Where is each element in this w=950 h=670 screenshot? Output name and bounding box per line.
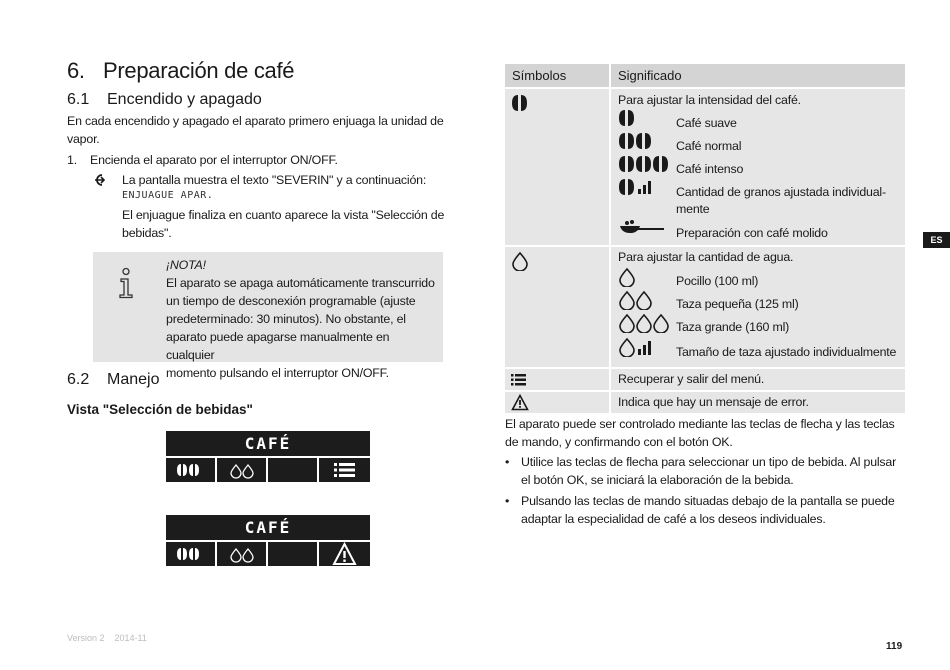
section-61-number: 6.1 [67,91,90,108]
result-arrow-icon [91,173,105,187]
lcd-button-empty [268,458,317,482]
drop-medium-icon [618,290,654,310]
item-custom: Cantidad de granos ajustada individual- [676,185,886,199]
item-mild: Café suave [676,116,737,130]
ground-coffee-icon [618,217,666,235]
info-icon [117,267,135,299]
lcd-button-intensity [166,458,215,482]
table-header-meaning [611,64,905,87]
symbols-table [505,64,905,413]
lcd-button-empty [268,542,317,566]
step-1 [67,151,447,169]
item-custom-cont: mente [676,202,710,216]
lcd-button-water [217,542,266,566]
row-error-symbol-cell [505,392,609,413]
step-text: Encienda el aparato por el interruptor ON/OFF. [90,153,338,167]
chapter-title: Preparación de café [103,58,295,83]
bullet-2 [505,492,905,528]
section-62-number: 6.2 [67,371,90,388]
right-paragraph [505,415,905,451]
chapter-heading [67,58,294,84]
row-water-symbol-cell [505,247,609,367]
menu-icon [511,373,527,387]
bullet-dot: • [505,494,510,508]
row-intensity-text: Para ajustar la intensidad del café. [618,93,801,107]
note-line: un tiempo de desconexión programable (ajuste [166,294,416,308]
bullet-2-line-2: adaptar la especialidad de café a los deseos individuales. [521,512,826,526]
row-water-text: Para ajustar la cantidad de agua. [618,250,794,264]
header-label: Símbolos [512,68,567,83]
beans-icon [166,542,215,566]
row-water-text-cell [611,247,905,367]
chapter-number: 6. [67,58,85,83]
drops-icon [217,542,266,566]
note-line: aparato puede apagarse manualmente en cualquier [166,330,390,362]
item-ground: Preparación con café molido [676,226,828,240]
bullet-1 [505,453,905,489]
bean-mild-icon [618,109,636,127]
table-header-symbols [505,64,609,87]
page-number: 119 [886,641,903,652]
beans-icon [166,458,215,482]
bullet-1-line-1: Utilice las teclas de flecha para seleccionar un tipo de bebida. Al pulsar [521,455,897,469]
note-line: predeterminado: 30 minutos). No obstante, el [166,312,406,326]
lcd-title: CAFÉ [244,518,292,537]
drop-icon [511,251,529,271]
intro-line-2: vapor. [67,132,100,146]
lcd-title-bar [166,515,370,540]
subheading-beverage-selection: Vista "Selección de bebidas" [67,402,253,417]
display-text-rinse: ENJUAGUE APAR. [122,190,214,201]
bean-custom-icon [618,178,658,196]
item-custom-size: Tamaño de taza ajustado individualmente [676,345,897,359]
lcd-title: CAFÉ [244,434,292,453]
para-line-2: de mando, y confirmando con el botón OK. [505,435,733,449]
drop-small-icon [618,267,636,287]
result-line-3: bebidas". [122,226,172,240]
step-result [122,171,452,242]
lcd-button-water [217,458,266,482]
row-menu-text: Recuperar y salir del menú. [618,372,765,386]
item-strong: Café intenso [676,162,744,176]
warning-icon [511,394,529,411]
section-61-heading [67,91,262,109]
row-error-text-cell [611,392,905,413]
note-line: El aparato se apaga automáticamente transcurrido [166,276,435,290]
lcd-button-error [319,542,370,566]
note-title: ¡NOTA! [166,258,206,272]
bullet-2-line-1: Pulsando las teclas de mando situadas debajo de la pantalla se puede [521,494,895,508]
header-label: Significado [618,68,682,83]
step-number: 1. [67,153,77,167]
item-normal: Café normal [676,139,742,153]
result-line-2: El enjuague finaliza en cuanto aparece la vista "Selección de [122,208,445,222]
drop-custom-icon [618,337,658,357]
footer-version: Version 2 2014-11 [67,633,147,643]
lcd-display-error [166,515,370,567]
bean-icon [511,94,529,112]
row-menu-text-cell [611,369,905,390]
result-line-1: La pantalla muestra el texto "SEVERIN" y a continuación: [122,173,427,187]
row-intensity-symbol-cell [505,89,609,245]
lcd-button-menu [319,458,370,482]
section-61-title: Encendido y apagado [107,91,262,108]
lcd-title-bar [166,431,370,456]
item-160ml: Taza grande (160 ml) [676,320,790,334]
note-line: momento pulsando el interruptor ON/OFF. [166,366,389,380]
lcd-display-normal [166,431,370,483]
row-menu-symbol-cell [505,369,609,390]
bean-normal-icon [618,132,654,150]
section-62-title: Manejo [107,371,160,388]
item-125ml: Taza pequeña (125 ml) [676,297,799,311]
bullet-dot: • [505,455,510,469]
item-100ml: Pocillo (100 ml) [676,274,759,288]
note-text [166,256,441,382]
row-error-text: Indica que hay un mensaje de error. [618,395,809,409]
row-intensity-text-cell [611,89,905,245]
menu-icon [319,458,370,482]
language-tab: ES [923,232,950,248]
drops-icon [217,458,266,482]
warning-icon [319,542,370,566]
section-61-intro [67,112,447,148]
bullet-1-line-2: el botón OK, se iniciará la elaboración de la bebida. [521,473,794,487]
drop-large-icon [618,313,670,333]
section-62-heading [67,371,159,389]
intro-line-1: En cada encendido y apagado el aparato primero enjuaga la unidad de [67,114,444,128]
lcd-button-intensity [166,542,215,566]
para-line-1: El aparato puede ser controlado mediante las teclas de flecha y las teclas [505,417,895,431]
bean-strong-icon [618,155,670,173]
